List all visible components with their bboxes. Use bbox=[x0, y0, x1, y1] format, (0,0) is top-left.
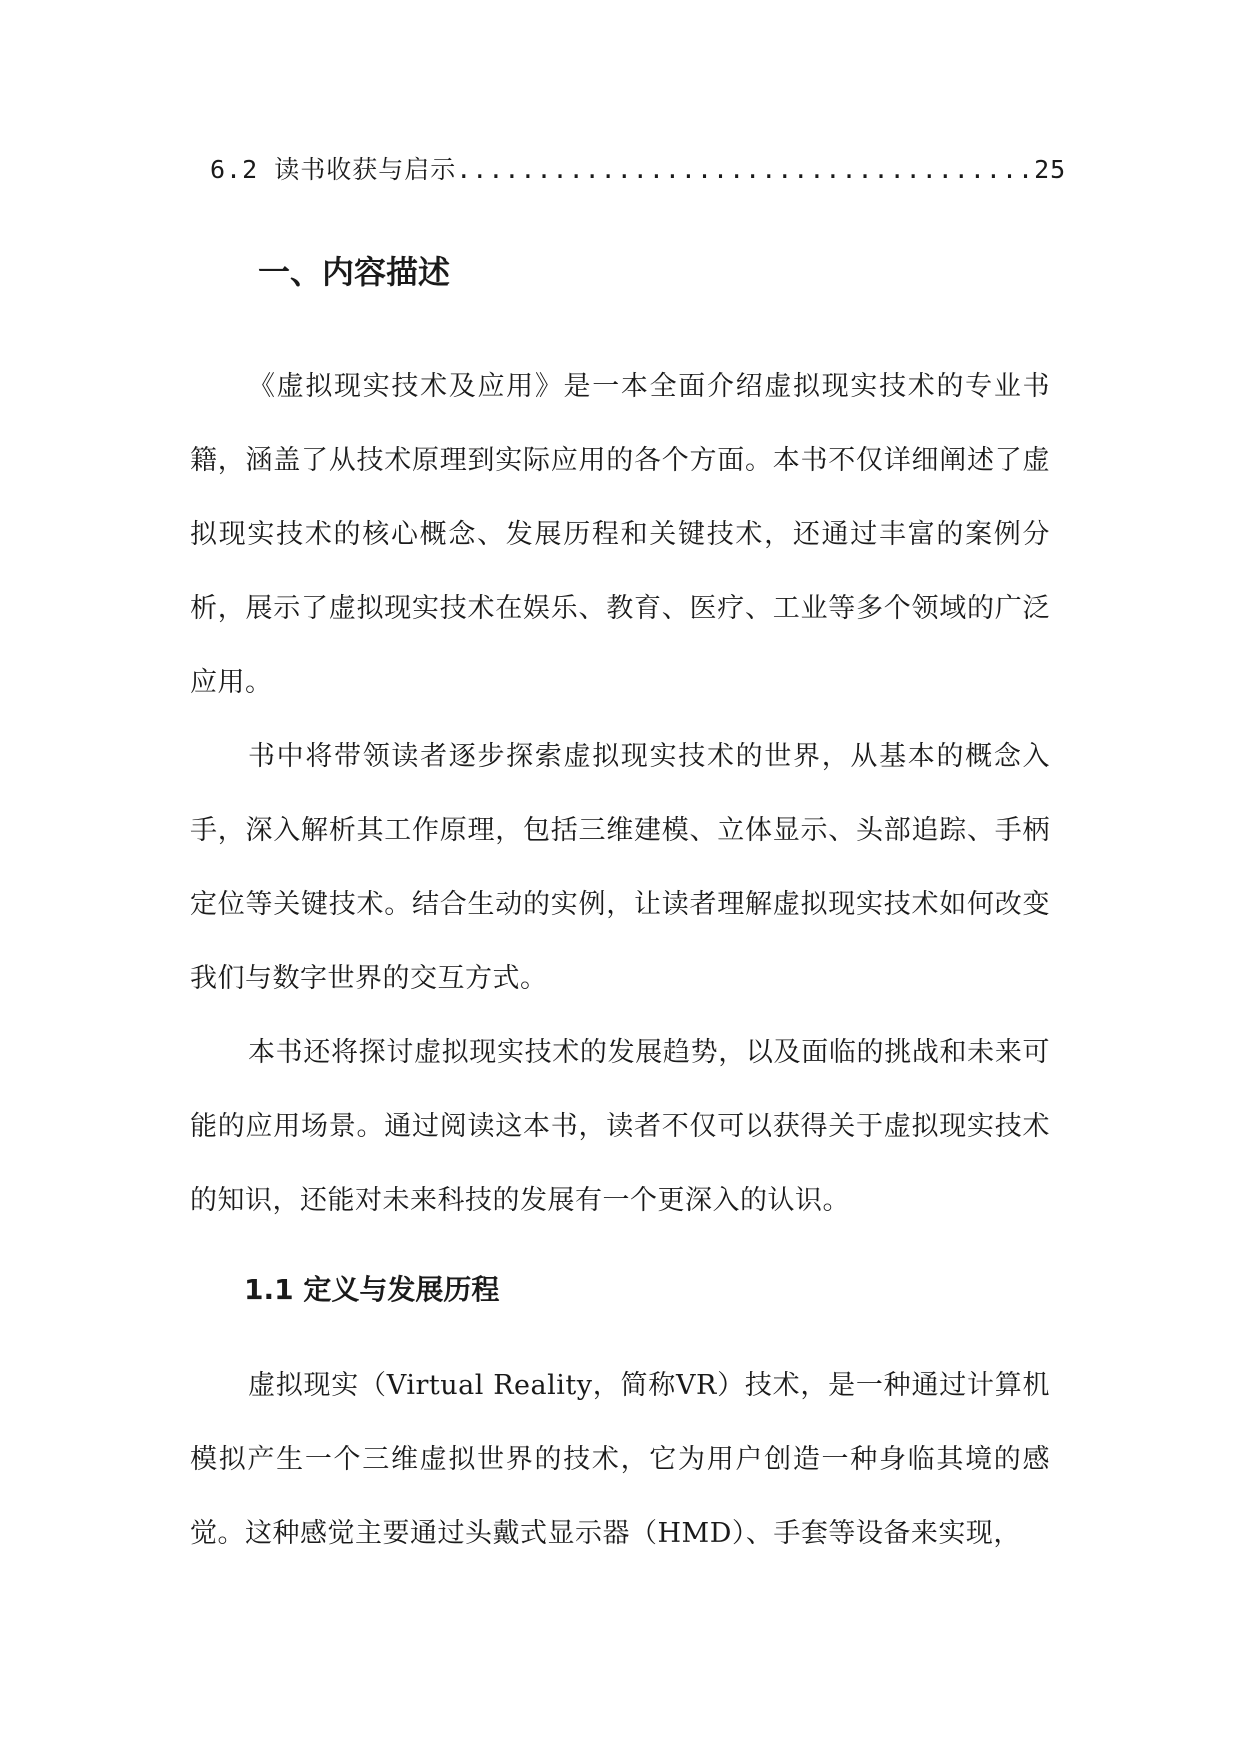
toc-entry-title: 6.2 读书收获与启示 bbox=[210, 155, 457, 184]
body-paragraph: 《虚拟现实技术及应用》是一本全面介绍虚拟现实技术的专业书籍，涵盖了从技术原理到实际应用的各个方面。本书不仅详细阐述了虚拟现实技术的核心概念、发展历程和关键技术，还通过丰富的案例分析，展示了虚拟现实技术在娱乐、教育、医疗、工业等多个领域的广泛应用。 bbox=[190, 371, 1050, 698]
body-paragraph: 虚拟现实（Virtual Reality，简称VR）技术，是一种通过计算机模拟产生一个三维虚拟世界的技术，它为用户创造一种身临其境的感觉。这种感觉主要通过头戴式显示器（HMD）、手套等设备来实现， bbox=[190, 1370, 1050, 1549]
body-paragraph: 本书还将探讨虚拟现实技术的发展趋势，以及面临的挑战和未来可能的应用场景。通过阅读这本书，读者不仅可以获得关于虚拟现实技术的知识，还能对未来科技的发展有一个更深入的认识。 bbox=[190, 1037, 1050, 1216]
section-heading: 一、内容描述 bbox=[258, 253, 451, 291]
body-paragraph: 书中将带领读者逐步探索虚拟现实技术的世界，从基本的概念入手，深入解析其工作原理，包括三维建模、立体显示、头部追踪、手柄定位等关键技术。结合生动的实例，让读者理解虚拟现实技术如何改变我们与数字世界的交互方式。 bbox=[190, 741, 1050, 994]
toc-entry[interactable] bbox=[210, 150, 1067, 190]
toc-leader-dots: .................................... bbox=[456, 155, 1035, 184]
subsection-heading: 1.1 定义与发展历程 bbox=[244, 1273, 500, 1306]
toc-page-number: 25 bbox=[1034, 155, 1067, 184]
